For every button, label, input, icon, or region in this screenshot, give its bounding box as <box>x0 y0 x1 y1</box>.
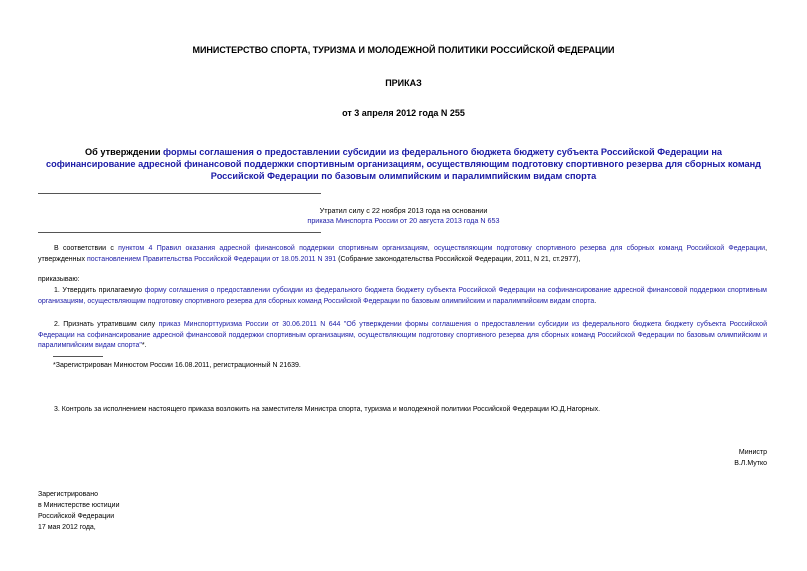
government-decree-link[interactable]: постановлением Правительства Российской Федерации от 18.05.2011 N 391 <box>87 255 337 263</box>
annulment-note <box>0 206 807 226</box>
divider <box>38 193 321 194</box>
order-date-number: от 3 апреля 2012 года N 255 <box>342 108 465 118</box>
item-text: *. <box>141 342 147 349</box>
rules-link[interactable]: пунктом 4 Правил оказания адресной финансовой поддержки спортивным организациям, осуществляющим подготовку спортивного резерва для сборных команд Российской Федерации <box>118 245 766 252</box>
item-text: . <box>594 297 597 305</box>
document-type: ПРИКАЗ <box>385 78 422 88</box>
registration-line: Зарегистрировано <box>38 491 98 498</box>
signer-position: Министр <box>738 449 767 456</box>
annulment-text: Утратил силу с 22 ноября 2013 года на основании <box>319 206 488 215</box>
ministry-heading: МИНИСТЕРСТВО СПОРТА, ТУРИЗМА И МОЛОДЕЖНОЙ ПОЛИТИКИ РОССИЙСКОЙ ФЕДЕРАЦИИ <box>192 45 615 55</box>
registration-date: 17 мая 2012 года, <box>38 524 96 531</box>
item-1-paragraph <box>38 286 767 307</box>
registration-line: в Министерстве юстиции <box>38 502 120 509</box>
footnote-divider <box>53 356 103 357</box>
signer-name: В.Л.Мутко <box>734 460 767 467</box>
item-3-paragraph: 3. Контроль за исполнением настоящего приказа возложить на заместителя Министра спорта, туризма и молодежной политики Российской Федерации Ю.Д.Нагорных. <box>54 406 601 413</box>
item-text: 2. Признать утратившим силу <box>54 321 159 328</box>
annulment-link[interactable]: приказа Минспорта России от 20 августа 2013 года N 653 <box>307 216 500 225</box>
footnote: *Зарегистрирован Минюстом России 16.08.2011, регистрационный N 21639. <box>53 362 301 369</box>
preamble-text: В соответствии с <box>54 245 119 252</box>
preamble-text: , утвержденных <box>38 245 768 263</box>
title-form-link[interactable]: формы соглашения о предоставлении субсидии из федерального бюджета бюджету субъекта Российской Федерации на софинансирование адресной финансовой поддержки спортивным организациям, осуществляющим подготовку спортивного резерва для сборных команд Российской Федерации по базовым олимпийским и паралимпийским видам спорта <box>45 147 762 181</box>
signature-block <box>734 447 767 469</box>
order-word: приказываю: <box>38 276 80 283</box>
divider <box>38 232 321 233</box>
registration-block <box>38 489 119 533</box>
item-2-paragraph <box>38 320 767 352</box>
order-title <box>40 146 767 182</box>
item-text: 1. Утвердить прилагаемую <box>54 287 145 294</box>
repealed-order-link[interactable]: приказ Минспорттуризма России от 30.06.2011 N 644 "Об утверждении формы соглашения о предоставлении субсидии из федерального бюджета бюджету субъекта Российской Федерации на софинансирование адресной финансовой поддержки спортивным организациям, осуществляющим подготовку спортивного резерва для сборных команд Российской Федерации по базовым олимпийским и паралимпийским видам спорта" <box>38 321 767 349</box>
preamble-paragraph <box>38 244 767 265</box>
registration-line: Российской Федерации <box>38 513 115 520</box>
approved-form-link[interactable]: форму соглашения о предоставлении субсидии из федерального бюджета бюджету субъекта Российской Федерации на софинансирование адресной финансовой поддержки спортивным организациям, осуществляющим подготовку спортивного резерва для сборных команд Российской Федерации по базовым олимпийским и паралимпийским видам спорта <box>38 287 767 305</box>
title-prefix: Об утверждении <box>84 147 164 157</box>
preamble-text: (Собрание законодательства Российской Федерации, 2011, N 21, ст.2977), <box>336 255 581 263</box>
